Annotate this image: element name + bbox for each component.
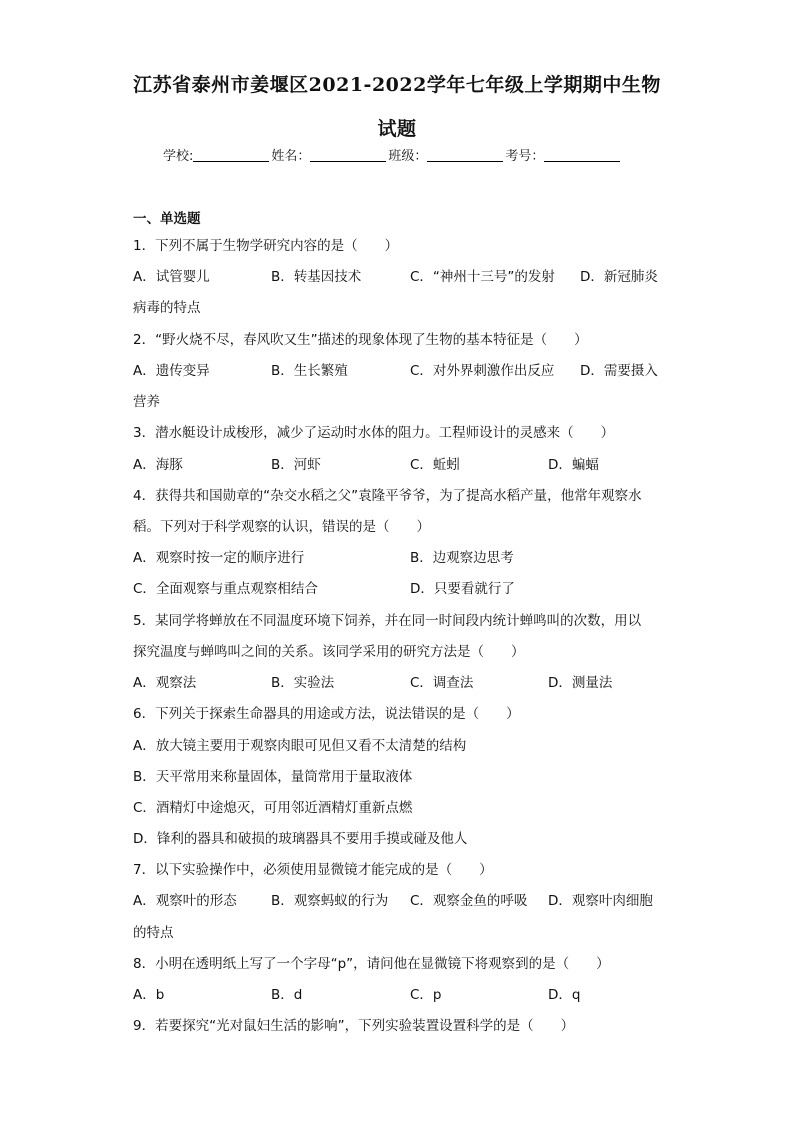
- q8-option-d: D．q: [548, 987, 581, 1003]
- school-blank[interactable]: [193, 149, 269, 162]
- name-label: 姓名：: [271, 149, 311, 164]
- q2-option-a: A．遗传变异: [133, 363, 210, 379]
- q5-option-a: A．观察法: [133, 675, 197, 691]
- q7-stem: 7．以下实验操作中，必须使用显微镜才能完成的是（ ）: [133, 862, 493, 878]
- q3-option-b: B．河虾: [271, 457, 321, 473]
- q8-option-a: A．b: [133, 987, 165, 1003]
- q4-stem-line1: 4．获得共和国勋章的“杂交水稻之父”袁隆平爷爷，为了提高水稻产量，他常年观察水: [133, 488, 642, 504]
- q6-option-c: C．酒精灯中途熄灭，可用邻近酒精灯重新点燃: [133, 800, 413, 816]
- q5-option-c: C．调查法: [410, 675, 474, 691]
- q8-stem: 8．小明在透明纸上写了一个字母“p”，请问他在显微镜下将观察到的是（ ）: [133, 956, 610, 972]
- q5-option-b: B．实验法: [271, 675, 335, 691]
- q7-option-c: C．观察金鱼的呼吸: [410, 893, 528, 909]
- q2-option-b: B．生长繁殖: [271, 363, 348, 379]
- q2-option-d: D．需要摄入: [580, 363, 658, 379]
- q4-stem-line2: 稻。下列对于科学观察的认识，错误的是（ ）: [133, 519, 430, 535]
- q4-option-d: D．只要看就行了: [410, 581, 515, 597]
- q6-stem: 6．下列关于探索生命器具的用途或方法，说法错误的是（ ）: [133, 706, 520, 722]
- q5-stem-line2: 探究温度与蝉鸣叫之间的关系。该同学采用的研究方法是（ ）: [133, 644, 525, 660]
- q7-option-b: B．观察蚂蚁的行为: [271, 893, 389, 909]
- q7-option-a: A．观察叶的形态: [133, 893, 237, 909]
- q1-option-d: D．新冠肺炎: [580, 269, 658, 285]
- number-label: 考号：: [505, 149, 545, 164]
- q1-option-d-continued: 病毒的特点: [133, 300, 201, 316]
- q6-option-a: A．放大镜主要用于观察肉眼可见但又看不太清楚的结构: [133, 738, 467, 754]
- q2-option-c: C．对外界刺激作出反应: [410, 363, 555, 379]
- q4-option-a: A．观察时按一定的顺序进行: [133, 550, 305, 566]
- q1-stem: 1．下列不属于生物学研究内容的是（ ）: [133, 238, 399, 254]
- student-info-row: [163, 145, 622, 164]
- q3-stem: 3．潜水艇设计成梭形，减少了运动时水体的阻力。工程师设计的灵感来（ ）: [133, 425, 615, 441]
- q9-stem: 9．若要探究“光对鼠妇生活的影响”，下列实验装置设置科学的是（ ）: [133, 1018, 575, 1034]
- q1-option-a: A．试管婴儿: [133, 269, 210, 285]
- number-blank[interactable]: [544, 149, 620, 162]
- q6-option-b: B．天平常用来称量固体，量筒常用于量取液体: [133, 769, 413, 785]
- q2-option-d-continued: 营养: [133, 394, 160, 410]
- q8-option-b: B．d: [271, 987, 303, 1003]
- q5-option-d: D．测量法: [548, 675, 613, 691]
- class-label: 班级：: [388, 149, 428, 164]
- q3-option-a: A．海豚: [133, 457, 183, 473]
- q8-option-c: C．p: [410, 987, 442, 1003]
- name-blank[interactable]: [310, 149, 386, 162]
- section-title: 一、单选题: [133, 211, 201, 227]
- q7-option-d-continued: 的特点: [133, 925, 174, 941]
- q1-option-c: C．“神州十三号”的发射: [410, 269, 555, 285]
- q1-option-b: B．转基因技术: [271, 269, 362, 285]
- q7-option-d: D．观察叶肉细胞: [548, 893, 653, 909]
- class-blank[interactable]: [427, 149, 503, 162]
- page-title-line2: 试题: [377, 118, 417, 140]
- q4-option-c: C．全面观察与重点观察相结合: [133, 581, 318, 597]
- q3-option-c: C．蚯蚓: [410, 457, 460, 473]
- q5-stem-line1: 5．某同学将蝉放在不同温度环境下饲养，并在同一时间段内统计蝉鸣叫的次数，用以: [133, 613, 642, 629]
- q2-stem: 2．“野火烧不尽，春风吹又生”描述的现象体现了生物的基本特征是（ ）: [133, 332, 588, 348]
- page-title-line1: 江苏省泰州市姜堰区2021-2022学年七年级上学期期中生物: [133, 74, 661, 96]
- school-label: 学校:: [163, 149, 194, 164]
- q6-option-d: D．锋利的器具和破损的玻璃器具不要用手摸或碰及他人: [133, 831, 468, 847]
- q3-option-d: D．蝙蝠: [548, 457, 599, 473]
- q4-option-b: B．边观察边思考: [410, 550, 514, 566]
